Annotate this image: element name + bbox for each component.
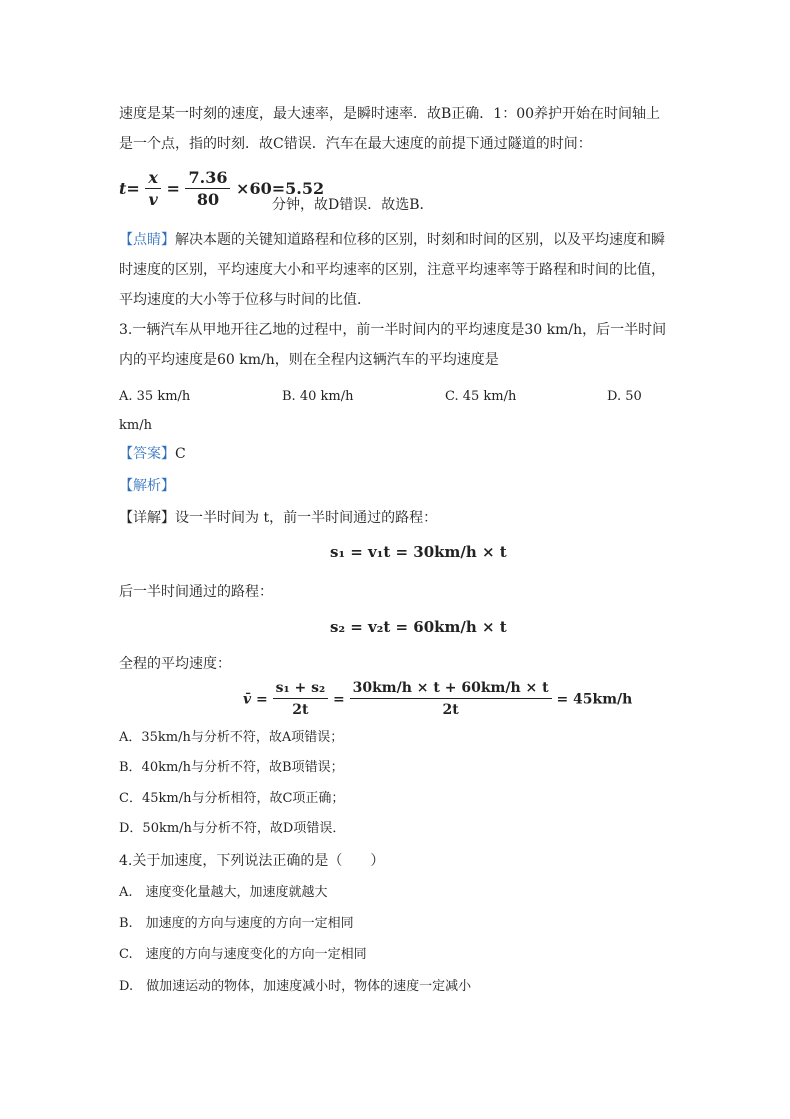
fraction-denominator: 80 [196,190,220,209]
q4-option-d: D. 做加速运动的物体，加速度减小时，物体的速度一定减小 [119,979,472,994]
question-3-stem: 3.一辆汽车从甲地开往乙地的过程中，前一半时间内的平均速度是30 km/h，后一半时间 [119,322,667,338]
analysis-d: D．50km/h与分析不符，故D项错误． [119,821,346,836]
question-4-stem: 4.关于加速度，下列说法正确的是（ ） [119,853,385,869]
option-d: D. 50 [607,389,642,404]
question-3-stem-cont: 内的平均速度是60 km/h，则在全程内这辆汽车的平均速度是 [119,352,499,368]
text-line: 时速度的区别，平均速度大小和平均速率的区别，注意平均速率等于路程和时间的比值， [119,262,665,278]
fraction-denominator: 2t [442,702,459,718]
equation-average-velocity [243,678,632,721]
formula-result: = 45km/h [556,691,633,708]
answer-value: C [175,446,186,462]
fraction-denominator: v [148,190,158,209]
analysis-c: C．45km/h与分析相符，故C项正确； [119,791,345,806]
fraction-numerator: x [145,168,161,189]
option-a: A. 35 km/h [119,389,191,404]
fraction-x-over-v [145,168,161,211]
fraction-numerator: 30km/h × t + 60km/h × t [350,678,552,699]
section-tag-detail: 【详解】 [119,510,175,526]
text-line: 平均速度的大小等于位移与时间的比值． [119,292,371,308]
formula-lhs: v̄ = [243,691,268,708]
q4-option-b: B. 加速度的方向与速度的方向一定相同 [119,916,354,931]
text-line: 分钟，故D错误．故选B． [272,197,434,213]
text-line: 后一半时间通过的路程： [119,584,273,600]
detail-line [119,508,437,528]
fraction-numerator: s₁ + s₂ [273,678,329,699]
section-tag-answer: 【答案】 [119,446,175,462]
fraction-distance-over-speed [185,168,230,211]
text-span: 设一半时间为 t，前一半时间通过的路程： [175,510,438,526]
analysis-b: B．40km/h与分析不符，故B项错误； [119,760,344,775]
fraction-substituted [350,678,552,721]
text-line: 速度是某一时刻的速度，最大速率，是瞬时速率．故B正确．1：00养护开始在时间轴上 [119,106,661,122]
fraction-total-distance [273,678,329,721]
q4-option-c: C. 速度的方向与速度变化的方向一定相同 [119,947,367,962]
equation-s2: s₂ = v₂t = 60km/h × t [330,618,507,636]
q4-option-a: A. 速度变化量越大，加速度就越大 [119,885,328,900]
text-line: 全程的平均速度： [119,656,231,672]
text-line [119,230,665,250]
formula-result: ×60=5.52 [236,179,325,198]
text-span: 解决本题的关键知道路程和位移的区别，时刻和时间的区别，以及平均速度和瞬 [175,232,665,248]
option-d-cont: km/h [119,418,152,433]
fraction-numerator: 7.36 [185,168,230,189]
option-b: B. 40 km/h [282,389,354,404]
section-tag-analysis: 【解析】 [119,478,175,494]
formula-equals: = [333,691,345,708]
formula-equals: = [166,179,180,198]
analysis-a: A．35km/h与分析不符，故A项错误； [119,730,344,745]
analysis-line [119,476,175,496]
option-c: C. 45 km/h [445,389,517,404]
text-line: 是一个点，指的时刻．故C错误．汽车在最大速度的前提下通过隧道的时间： [119,136,592,152]
answer-line [119,444,186,464]
fraction-denominator: 2t [292,702,309,718]
formula-lhs: t= [119,179,140,198]
equation-s1: s₁ = v₁t = 30km/h × t [330,543,507,561]
section-tag-dianjing: 【点睛】 [119,232,175,248]
